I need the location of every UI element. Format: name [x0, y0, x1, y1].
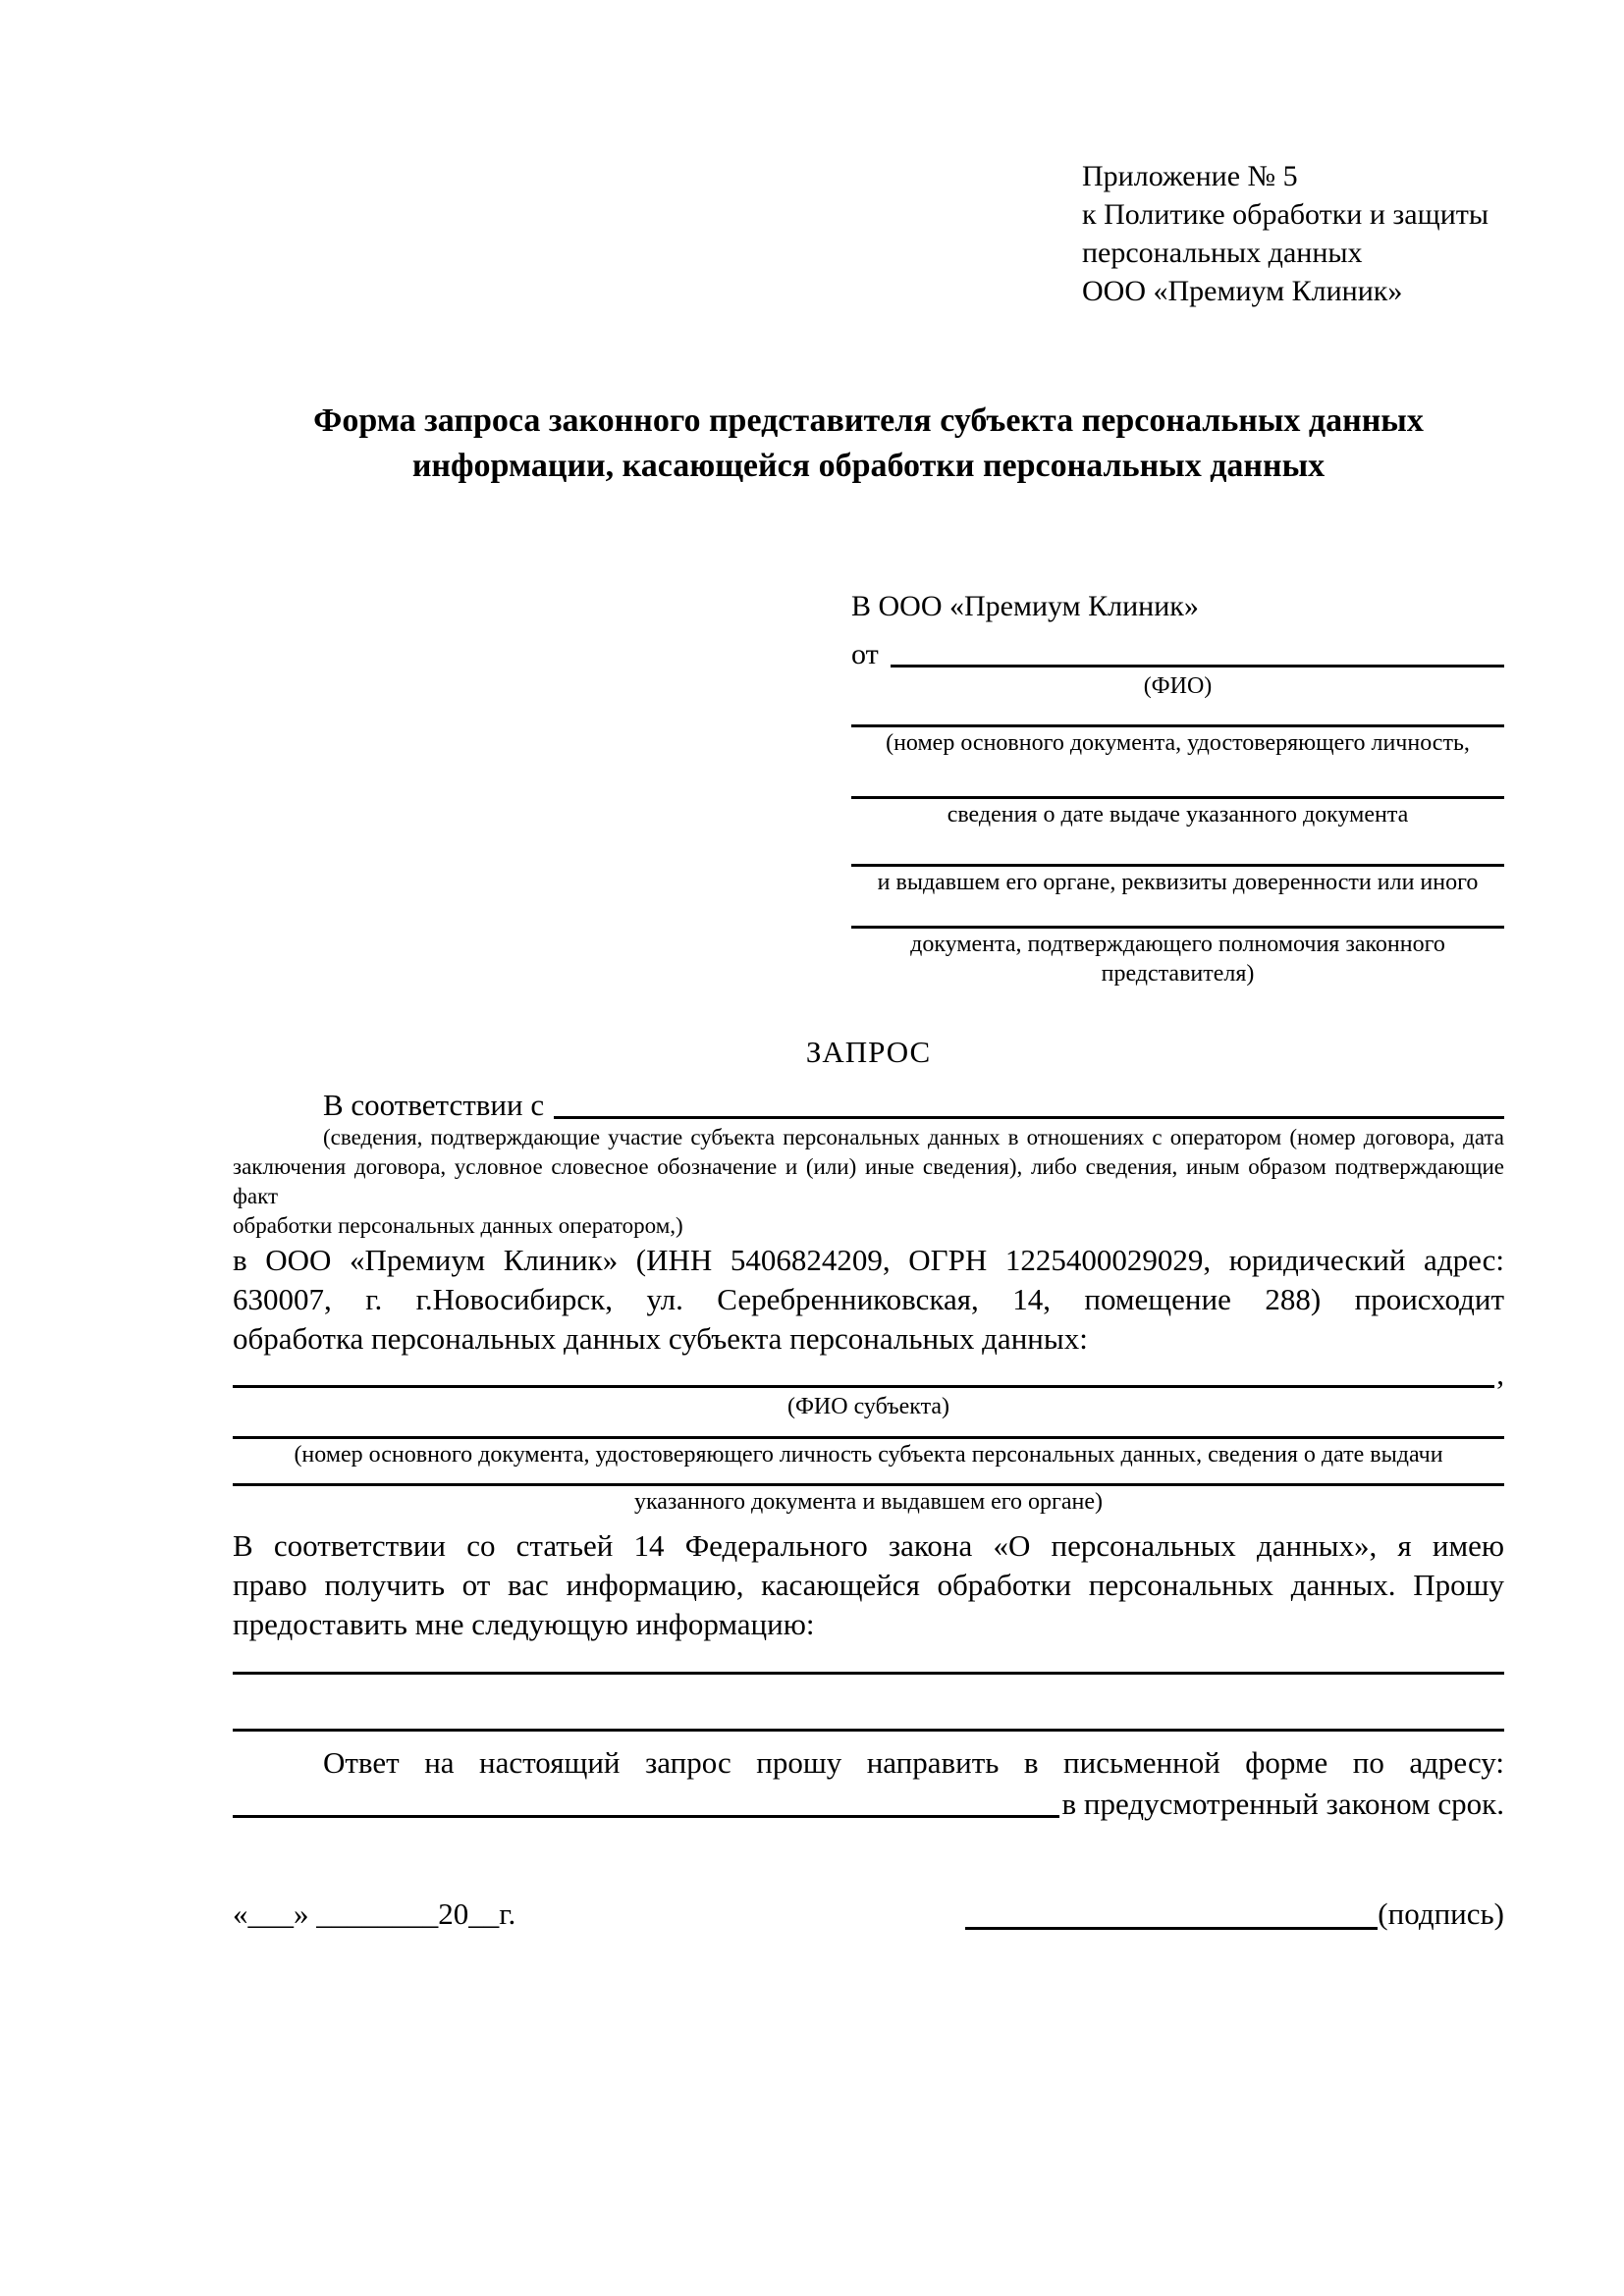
appendix-line: к Политике обработки и защиты	[1082, 198, 1489, 231]
title-line: Форма запроса законного представителя субъекта персональных данных	[313, 402, 1424, 439]
intro-row	[233, 1080, 1504, 1123]
fio-caption: (ФИО)	[1143, 673, 1213, 699]
blank-group	[851, 864, 1504, 897]
blank-line-fio	[891, 665, 1504, 667]
blank-line-address	[233, 1815, 1059, 1818]
addressee-organization: В ООО «Премиум Клиник»	[851, 590, 1199, 622]
date-blank: «___» ________20__г.	[233, 1896, 516, 1931]
blank-caption: сведения о дате выдаче указанного документа	[947, 802, 1409, 828]
signature-caption: (подпись)	[1378, 1896, 1504, 1931]
answer-tail: в предусмотренный законом срок.	[1061, 1787, 1504, 1821]
from-label: от	[851, 638, 879, 670]
title-line: информации, касающейся обработки персональных данных	[411, 448, 1326, 484]
answer-sentence: Ответ на настоящий запрос прошу направить в письменной форме по адресу:	[323, 1745, 1504, 1780]
fine-print-line: заключения договора, условное словесное обозначение и (или) иные сведения), либо сведения, иным образом подтверждающие факт	[233, 1154, 1504, 1208]
blank-line-signature	[965, 1927, 1378, 1930]
answer-address-row	[233, 1783, 1504, 1822]
fine-print-line: обработки персональных данных оператором,)	[233, 1213, 683, 1238]
blank-caption: указанного документа и выдавшем его органе)	[633, 1489, 1104, 1515]
law-line: предоставить мне следующую информацию:	[233, 1607, 815, 1641]
blank-line-requested-info-2	[233, 1729, 1504, 1732]
law-line: В соответствии со статьей 14 Федерального закона «О персональных данных», я имею	[233, 1528, 1504, 1563]
document-title	[233, 399, 1504, 489]
fine-print-line: (сведения, подтверждающие участие субъекта персональных данных в отношениях с оператором (номер договора, дата	[323, 1125, 1504, 1149]
operator-line: обработка персональных данных субъекта персональных данных:	[233, 1321, 1088, 1356]
blank-group	[851, 796, 1504, 829]
blank-line-basis	[554, 1116, 1504, 1119]
law-line: право получить от вас информацию, касающейся обработки персональных данных. Прошу	[233, 1568, 1504, 1602]
appendix-reference	[1082, 157, 1504, 310]
blank-group	[851, 926, 1504, 988]
trailing-comma: ,	[1496, 1357, 1504, 1391]
subject-fio-caption: (ФИО субъекта)	[786, 1394, 950, 1419]
blank-caption: и выдавшем его органе, реквизиты доверенности или иного	[877, 870, 1479, 895]
law-paragraph	[233, 1526, 1504, 1644]
appendix-line: ООО «Премиум Клиник»	[1082, 275, 1403, 307]
blank-caption: (номер основного документа, удостоверяющего личность,	[886, 730, 1470, 756]
blank-caption: (номер основного документа, удостоверяющего личность субъекта персональных данных, сведения о дате выдачи	[294, 1442, 1443, 1468]
blank-caption: документа, подтверждающего полномочия законного представителя)	[910, 932, 1445, 987]
date-signature-row	[233, 1893, 1504, 1936]
operator-line: в ООО «Премиум Клиник» (ИНН 5406824209, ОГРН 1225400029029, юридический адрес:	[233, 1243, 1504, 1277]
blank-group	[233, 1436, 1504, 1469]
intro-prefix: В соответствии с	[323, 1088, 545, 1122]
appendix-line: Приложение № 5	[1082, 160, 1298, 192]
fine-print	[233, 1123, 1504, 1241]
blank-group	[233, 1483, 1504, 1517]
blank-line-subject-fio	[233, 1385, 1494, 1388]
operator-paragraph	[233, 1241, 1504, 1359]
blank-line-requested-info-1	[233, 1672, 1504, 1675]
appendix-line: персональных данных	[1082, 237, 1363, 269]
request-heading: ЗАПРОС	[805, 1035, 932, 1069]
from-row	[851, 628, 1504, 671]
addressee-block	[851, 585, 1504, 988]
signature-group	[965, 1893, 1504, 1936]
subject-fio-row	[233, 1359, 1504, 1392]
operator-line: 630007, г. г.Новосибирск, ул. Серебренниковская, 14, помещение 288) происходит	[233, 1282, 1504, 1316]
blank-group	[851, 724, 1504, 758]
